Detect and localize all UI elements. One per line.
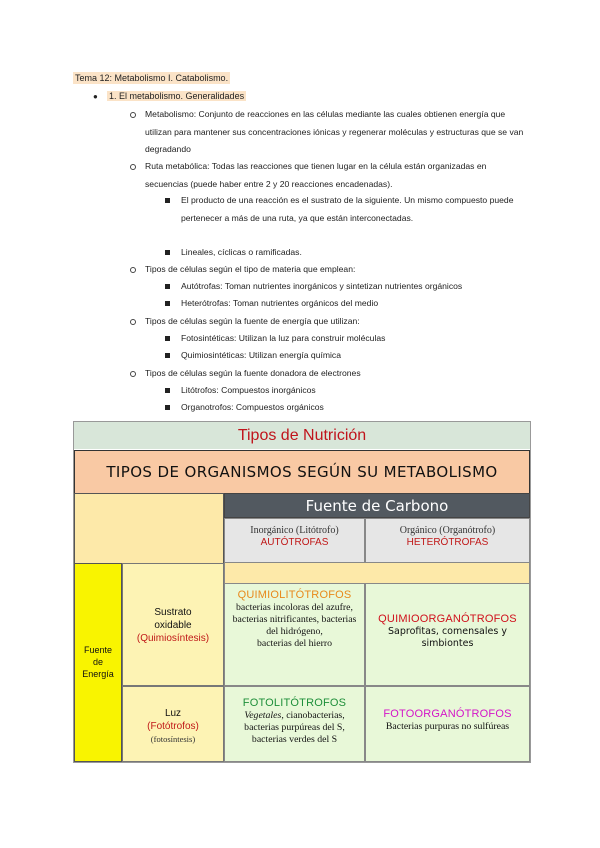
- bullet-icon: ●: [93, 92, 98, 101]
- page-title: Tema 12: Metabolismo I. Catabolismo.: [75, 73, 229, 83]
- carbon-source-header: Fuente de Carbono: [224, 493, 530, 518]
- figure-header: TIPOS DE ORGANISMOS SEGÚN SU METABOLISMO: [74, 450, 530, 494]
- inorganic-header: [224, 518, 365, 563]
- list-item: [131, 365, 526, 383]
- sub-list-item: [165, 399, 525, 417]
- sub-list-item-text: Autótrofas: Toman nutrientes inorgánicos y sintetizan nutrientes orgánicos: [181, 281, 463, 291]
- sub-list-item-text: Organotrofos: Compuestos orgánicos: [181, 402, 324, 412]
- list-item: [131, 158, 526, 193]
- list-item: [131, 261, 526, 279]
- energy-source-word: Energía: [82, 669, 114, 679]
- inorganic-label: Inorgánico (Litótrofo): [250, 525, 339, 536]
- chemoorganotrophs-name: QUIMIOORGANÓTROFOS: [378, 613, 517, 625]
- sub-list-item-text: Quimiosintéticas: Utilizan energía química: [181, 350, 342, 360]
- substrate-label: oxidable: [154, 620, 192, 631]
- autotrophs-label: AUTÓTROFAS: [260, 537, 329, 548]
- heterotrophs-label: HETERÓTROFAS: [406, 537, 489, 548]
- list-item: [131, 106, 526, 159]
- photolithotrophs-cell: [224, 686, 365, 762]
- energy-source-word: Fuente: [83, 645, 113, 655]
- list-item-text: Tipos de células según el tipo de materia que emplean:: [145, 264, 356, 274]
- chemoorganotrophs-cell: [365, 583, 530, 686]
- photoorganotrophs-cell: [365, 686, 530, 762]
- phototrophs-label: (Fotótrofos): [147, 721, 199, 732]
- chemoorganotrophs-desc: Saprofitas, comensales y simbiontes: [388, 626, 507, 649]
- sub-list-item-text: El producto de una reacción es el sustrato de la siguiente. Un mismo compuesto puede pertenecer a más de una ruta, ya que están interconectadas.: [181, 195, 514, 223]
- photosynthesis-label: (fotosíntesis): [150, 734, 196, 744]
- chemolithotrophs-name: QUIMIOLITÓTROFOS: [237, 589, 352, 601]
- list-item-text: Metabolismo: Conjunto de reacciones en las células mediante las cuales obtienen energía que utilizan para mantener sus concentraciones iónicas y regenerar moléculas y estructuras que se van degradando: [145, 109, 524, 154]
- substrate-label: Sustrato: [154, 607, 192, 618]
- sub-list-item: [165, 347, 525, 365]
- section-heading: [93, 90, 246, 103]
- sub-list-item-text: Litótrofos: Compuestos inorgánicos: [181, 385, 316, 395]
- nutrition-types-figure: [73, 421, 531, 763]
- photolithotrophs-desc-italic: Vegetales: [244, 710, 282, 721]
- chemolithotrophs-cell: [224, 583, 365, 686]
- energy-source-header: [74, 563, 122, 762]
- chemolithotrophs-desc: bacterias incoloras del azufre, bacterias nitrificantes, bacterias del hidrógeno,: [232, 602, 357, 637]
- sub-list-item-text: Fotosintéticas: Utilizan la luz para construir moléculas: [181, 333, 386, 343]
- photolithotrophs-name: FOTOLITÓTROFOS: [242, 697, 347, 709]
- photoorganotrophs-name: FOTOORGANÓTROFOS: [383, 708, 512, 720]
- sub-list-item: [165, 330, 525, 348]
- organic-label: Orgánico (Organótrofo): [399, 525, 496, 536]
- substrate-row-header: [122, 563, 224, 686]
- figure-title: Tipos de Nutrición: [74, 422, 530, 449]
- photoorganotrophs-desc: Bacterias purpuras no sulfúreas: [385, 721, 510, 732]
- list-item: [131, 313, 526, 331]
- sub-list-item: [165, 192, 525, 227]
- sub-list-item: [165, 244, 525, 262]
- chemolithotrophs-desc-2: bacterias del hierro: [256, 638, 333, 649]
- sub-list-item: [165, 295, 525, 313]
- spacer-cell: [224, 563, 530, 583]
- sub-list-item: [165, 382, 525, 400]
- light-label: Luz: [164, 708, 182, 719]
- sub-list-item-text: Heterótrofas: Toman nutrientes orgánicos del medio: [181, 298, 379, 308]
- sub-list-item: [165, 278, 525, 296]
- light-row-header: [122, 686, 224, 762]
- sub-list-item-text: Lineales, cíclicas o ramificadas.: [181, 247, 302, 257]
- organic-header: [365, 518, 530, 563]
- list-item-text: Tipos de células según la fuente donadora de electrones: [145, 368, 361, 378]
- list-item-text: Ruta metabólica: Todas las reacciones que tienen lugar en la célula están organizadas en secuencias (puede haber entre 2 y 20 reacciones encadenadas).: [145, 161, 487, 189]
- list-item-text: Tipos de células según la fuente de energía que utilizan:: [145, 316, 360, 326]
- photolithotrophs-desc: , cianobacterias, bacterias purpúreas del S, bacterias verdes del S: [244, 710, 345, 745]
- chemosynthesis-label: (Quimiosíntesis): [136, 633, 210, 644]
- energy-source-word: de: [92, 657, 103, 667]
- section-heading-text: 1. El metabolismo. Generalidades: [109, 91, 245, 101]
